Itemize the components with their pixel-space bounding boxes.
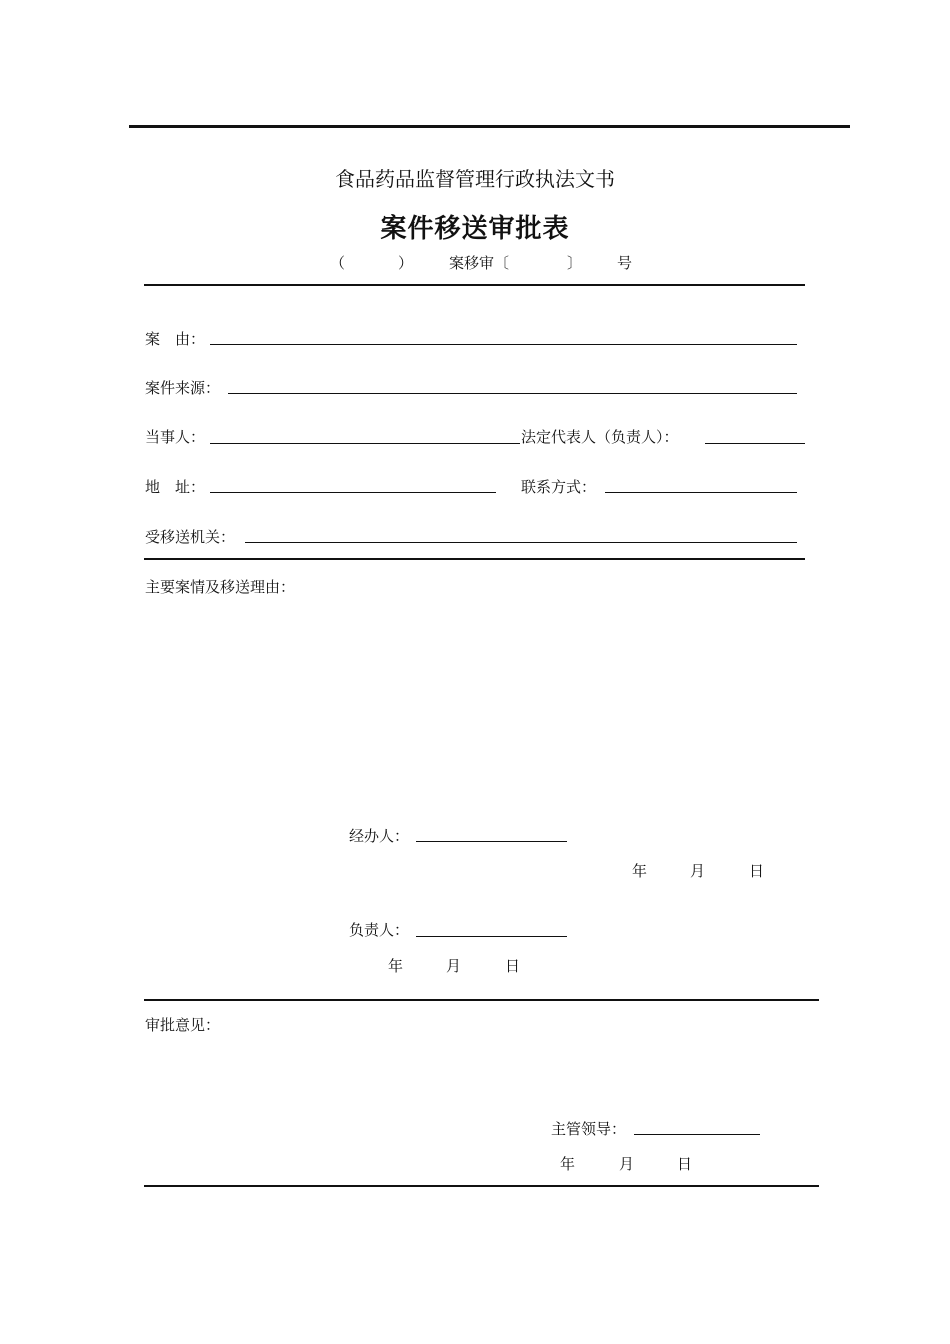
bottom-rule (144, 1185, 819, 1187)
top-rule (129, 125, 850, 128)
document-title: 案件移送审批表 (380, 214, 570, 244)
legal-rep-label: 法定代表人（负责人）： (521, 428, 679, 446)
handler-date-month: 月 (690, 862, 706, 880)
leader-signature-line[interactable] (634, 1134, 760, 1135)
address-line[interactable] (210, 492, 496, 493)
number-open-paren: （ (330, 254, 346, 272)
case-cause-label: 案 由： (145, 330, 206, 348)
receiving-agency-label: 受移送机关： (145, 528, 236, 546)
responsible-date-year: 年 (388, 957, 404, 975)
case-cause-line[interactable] (210, 344, 797, 345)
case-source-line[interactable] (228, 393, 797, 394)
party-line[interactable] (210, 443, 520, 444)
case-source-label: 案件来源： (145, 379, 221, 397)
details-rule (144, 999, 819, 1001)
responsible-label: 负责人： (349, 921, 410, 939)
leader-date-month: 月 (619, 1155, 635, 1173)
contact-line[interactable] (605, 492, 797, 493)
fields-rule (144, 558, 805, 560)
number-close-bracket: 〕 (567, 254, 583, 272)
leader-date-year: 年 (560, 1155, 576, 1173)
leader-date-day: 日 (677, 1155, 693, 1173)
contact-label: 联系方式： (521, 478, 597, 496)
handler-signature-line[interactable] (416, 841, 567, 842)
number-suffix: 号 (617, 254, 633, 272)
legal-rep-line[interactable] (705, 443, 805, 444)
receiving-agency-line[interactable] (245, 542, 797, 543)
party-label: 当事人： (145, 428, 206, 446)
number-close-paren: ） (398, 254, 414, 272)
responsible-date-month: 月 (446, 957, 462, 975)
responsible-signature-line[interactable] (416, 936, 567, 937)
handler-date-year: 年 (632, 862, 648, 880)
approval-label: 审批意见： (145, 1016, 221, 1034)
document-header: 食品药品监督管理行政执法文书 (335, 167, 615, 191)
address-label: 地 址： (145, 478, 206, 496)
leader-label: 主管领导： (551, 1120, 627, 1138)
case-details-label: 主要案情及移送理由： (145, 578, 296, 596)
number-prefix: 案移审〔 (449, 254, 510, 272)
handler-date-day: 日 (749, 862, 765, 880)
header-rule (144, 284, 805, 286)
responsible-date-day: 日 (505, 957, 521, 975)
handler-label: 经办人： (349, 827, 410, 845)
